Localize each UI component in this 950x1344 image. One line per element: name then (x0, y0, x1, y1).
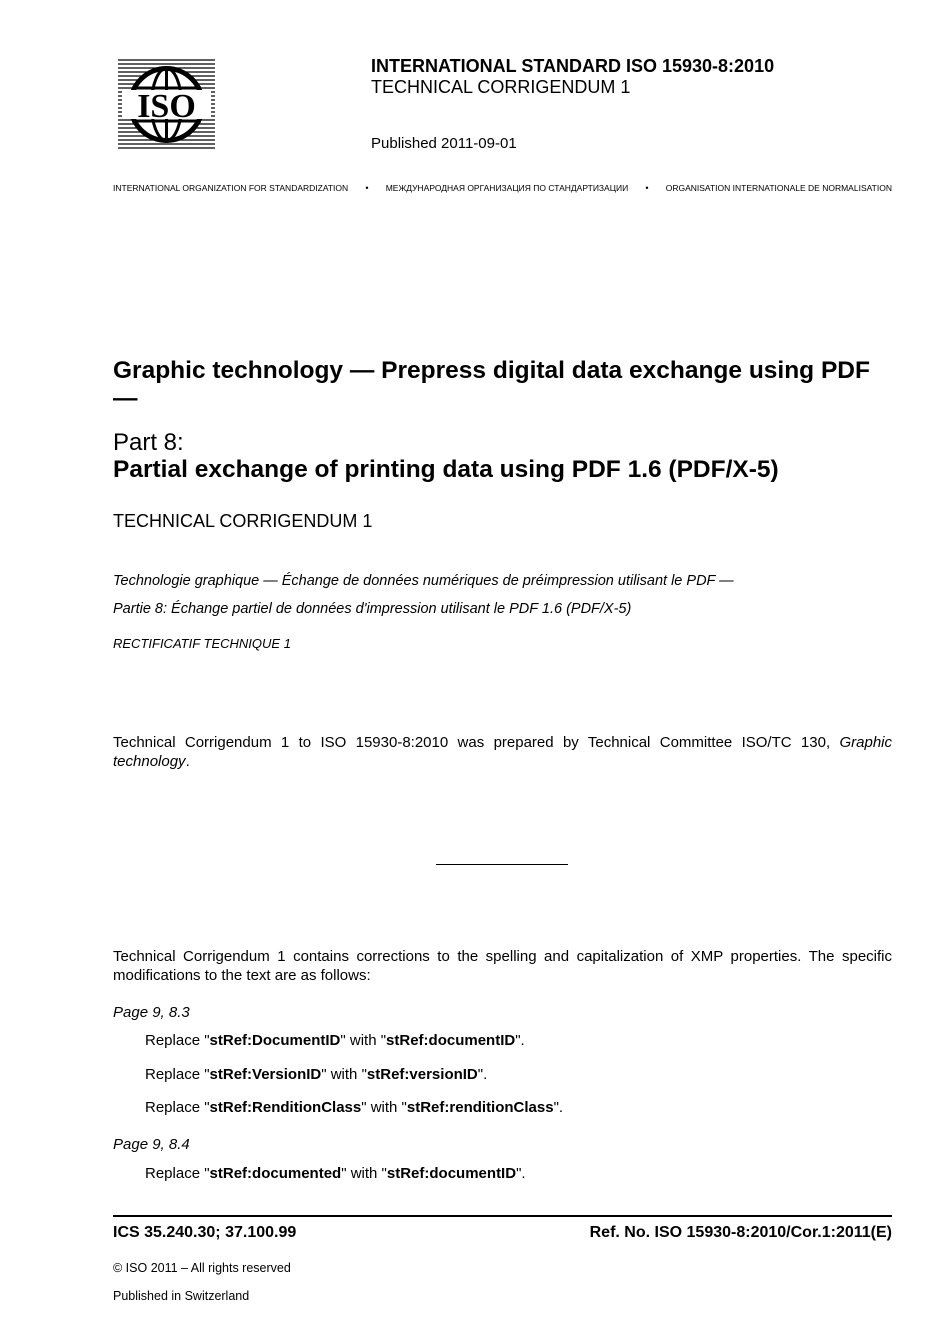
published-date: Published 2011-09-01 (371, 135, 517, 152)
bullet-separator: • (365, 183, 369, 193)
replace-from: stRef:RenditionClass (209, 1099, 362, 1116)
ics-codes: ICS 35.240.30; 37.100.99 (113, 1224, 297, 1241)
intro-committee-name: Graphic technology (113, 734, 892, 770)
intro-paragraph (113, 733, 892, 771)
part-title: Partial exchange of printing data using PDF 1.6 (PDF/X-5) (113, 456, 779, 483)
published-in: Published in Switzerland (113, 1289, 250, 1303)
organization-line (113, 183, 892, 193)
org-name-ru: МЕЖДУНАРОДНАЯ ОРГАНИЗАЦИЯ ПО СТАНДАРТИЗАЦИИ (385, 183, 629, 193)
replacement-item: Replace "stRef:VersionID" with "stRef:versionID". (145, 1066, 488, 1083)
replace-to: stRef:documentID (386, 1165, 517, 1182)
replacement-item: Replace "stRef:documented" with "stRef:documentID". (145, 1165, 526, 1182)
replacement-item: Replace "stRef:RenditionClass" with "stRef:renditionClass". (145, 1099, 564, 1116)
section-separator (436, 864, 568, 865)
part-label: Part 8: (113, 429, 184, 456)
intro-end: . (185, 753, 190, 770)
document-title: Graphic technology — Prepress digital data exchange using PDF — (113, 357, 870, 412)
page-reference: Page 9, 8.4 (113, 1136, 190, 1153)
header-corrigendum: TECHNICAL CORRIGENDUM 1 (371, 77, 631, 97)
replace-from: stRef:DocumentID (209, 1032, 341, 1049)
replace-to: stRef:versionID (366, 1066, 478, 1083)
copyright-notice: © ISO 2011 – All rights reserved (113, 1261, 291, 1275)
iso-logo-text: ISO (137, 88, 196, 125)
corrigendum-label: TECHNICAL CORRIGENDUM 1 (113, 511, 373, 531)
iso-logo (118, 58, 215, 151)
french-title-line-2: Partie 8: Échange partiel de données d'impression utilisant le PDF 1.6 (PDF/X-5) (113, 601, 632, 617)
org-name-fr: ORGANISATION INTERNATIONALE DE NORMALISATION (665, 183, 892, 193)
intro-text: Technical Corrigendum 1 to ISO 15930-8:2010 was prepared by Technical Committee ISO/TC 130, (113, 734, 840, 751)
standard-title: INTERNATIONAL STANDARD ISO 15930-8:2010 (371, 56, 775, 76)
reference-number: Ref. No. ISO 15930-8:2010/Cor.1:2011(E) (589, 1224, 892, 1241)
french-corrigendum-label: RECTIFICATIF TECHNIQUE 1 (113, 636, 291, 651)
replace-from: stRef:VersionID (209, 1066, 322, 1083)
page-reference: Page 9, 8.3 (113, 1004, 190, 1021)
french-title-line-1: Technologie graphique — Échange de données numériques de préimpression utilisant le PDF — (113, 573, 734, 589)
org-name-en: INTERNATIONAL ORGANIZATION FOR STANDARDIZATION (113, 183, 349, 193)
iso-logo-graphic (118, 58, 215, 151)
bullet-separator: • (645, 183, 649, 193)
replace-to: stRef:renditionClass (406, 1099, 554, 1116)
corrections-paragraph: Technical Corrigendum 1 contains corrections to the spelling and capitalization of XMP properties. The specific modifications to the text are as follows: (113, 948, 892, 984)
replacement-item: Replace "stRef:DocumentID" with "stRef:documentID". (145, 1032, 525, 1049)
replace-to: stRef:documentID (386, 1032, 516, 1049)
replace-from: stRef:documented (209, 1165, 342, 1182)
footer-rule (113, 1215, 892, 1217)
